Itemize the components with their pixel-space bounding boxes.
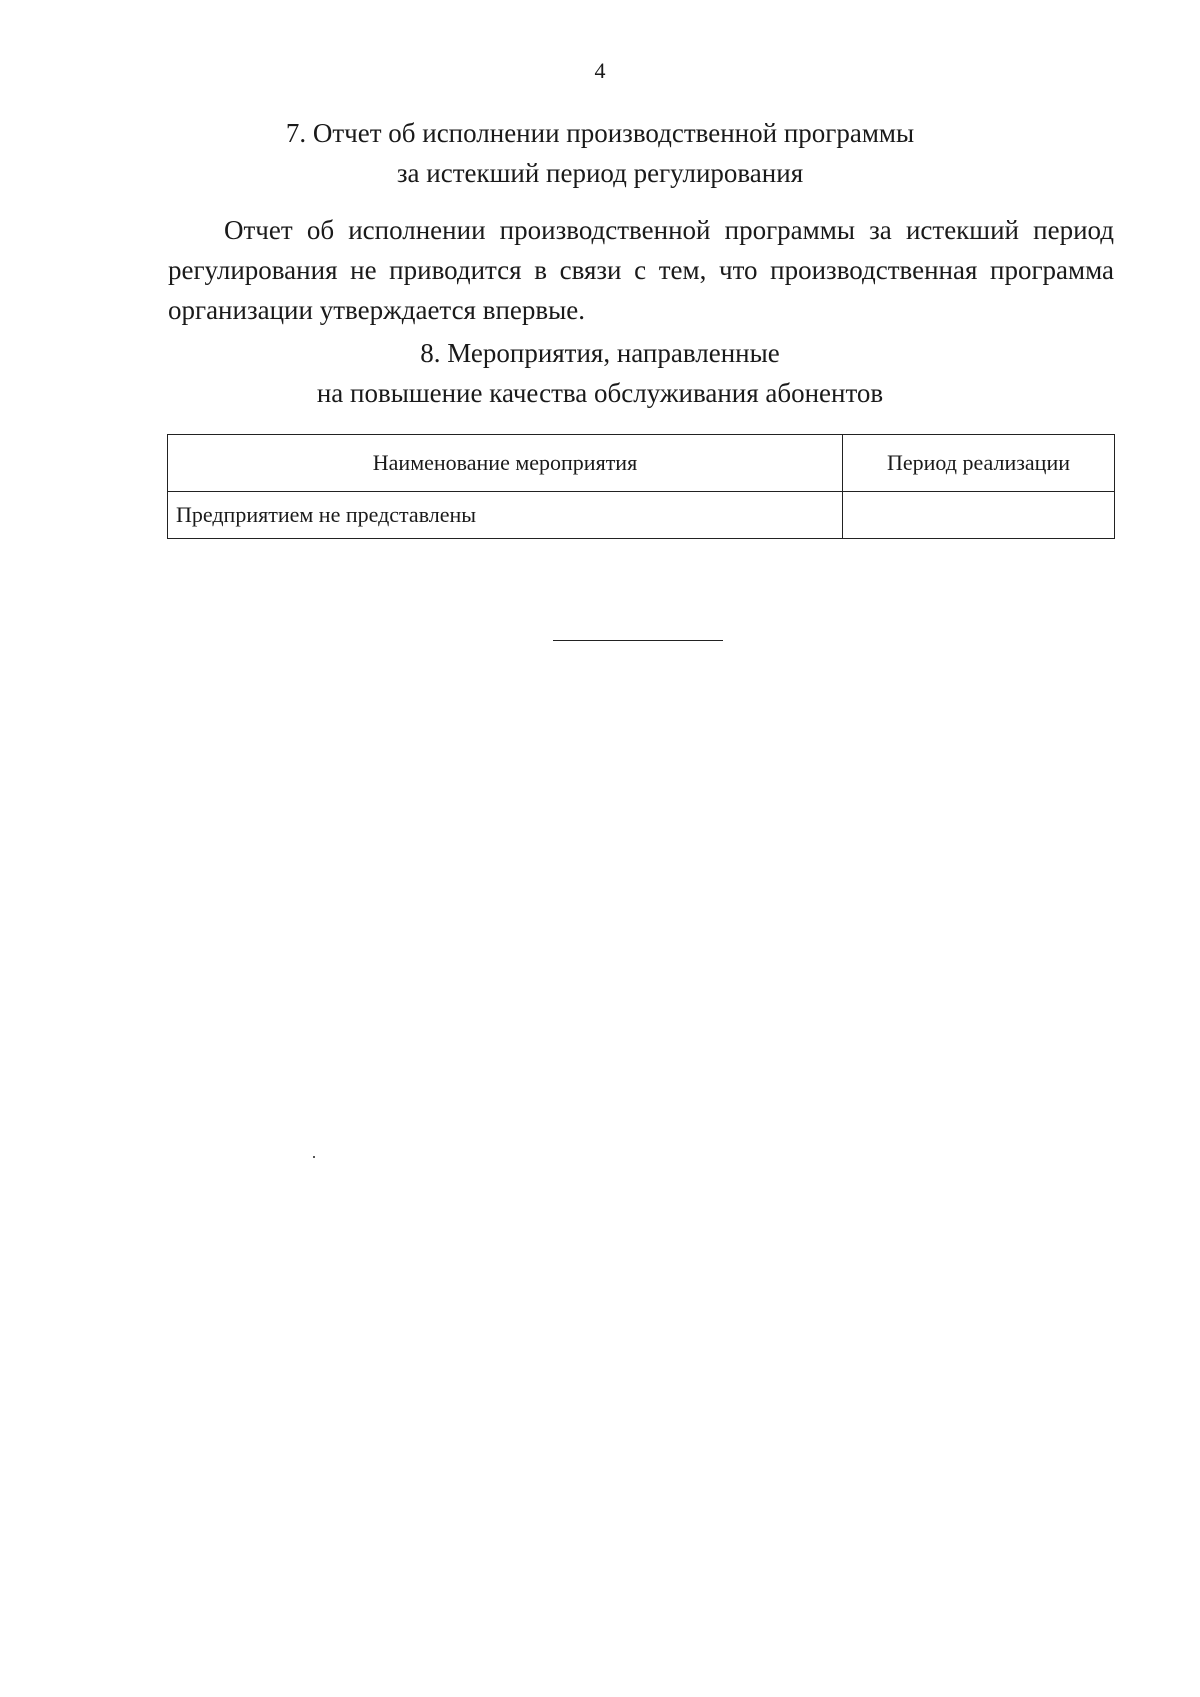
page-number: 4 — [594, 58, 606, 83]
end-of-document-rule — [553, 640, 723, 641]
scan-speck — [313, 1156, 315, 1158]
table-row — [168, 492, 1115, 539]
measures-table — [167, 434, 1115, 539]
section-8-title-line-1: 8. Мероприятия, направленные — [420, 338, 780, 368]
section-7-heading — [0, 113, 1200, 193]
table-cell-measure-name: Предприятием не представлены — [168, 492, 843, 539]
table-cell-period — [843, 492, 1115, 539]
section-7-title-line-1: 7. Отчет об исполнении производственной программы — [285, 118, 915, 148]
column-header-measure-name: Наименование мероприятия — [168, 435, 843, 492]
column-header-period: Период реализации — [843, 435, 1115, 492]
section-8-heading — [0, 333, 1200, 413]
section-7-paragraph: Отчет об исполнении производственной программы за истекший период регулирования не приводится в связи с тем, что производственная программа организации утверждается впервые. — [168, 215, 1114, 325]
section-7-title-line-2: за истекший период регулирования — [396, 158, 804, 188]
section-8-title-line-2: на повышение качества обслуживания абонентов — [316, 378, 884, 408]
table-header-row — [168, 435, 1115, 492]
